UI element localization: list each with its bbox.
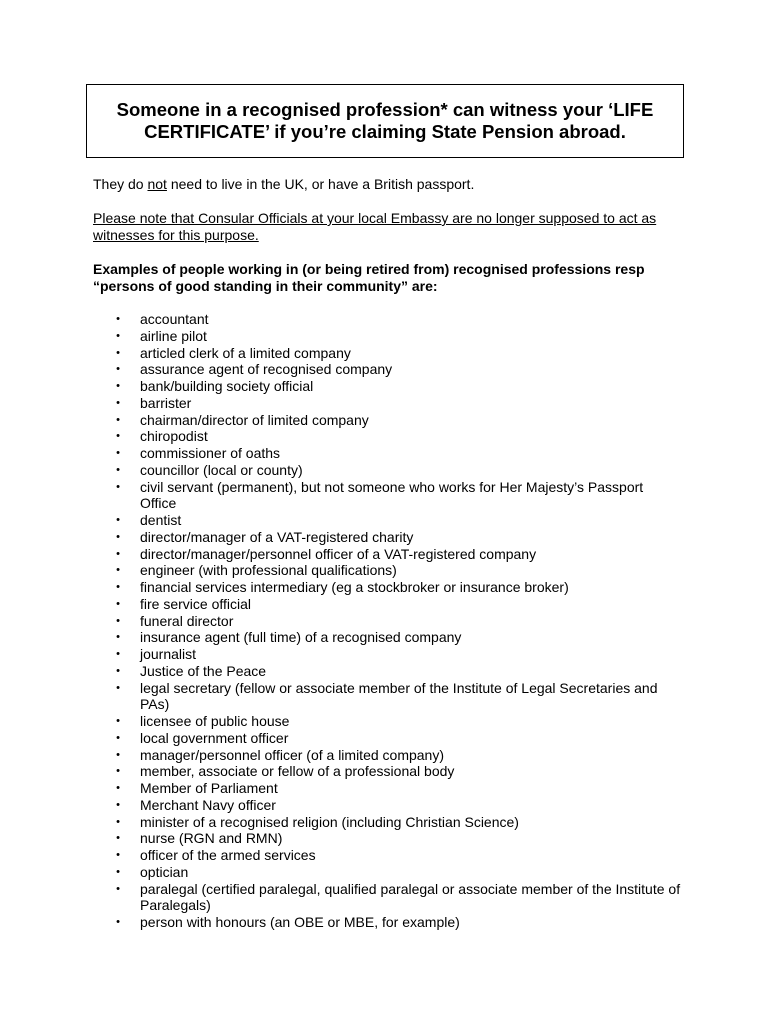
list-item [112, 797, 682, 814]
list-item-text: legal secretary (fellow or associate member of the Institute of Legal Secretaries and PAs) [140, 679, 658, 713]
list-item-text: bank/building society official [140, 378, 314, 394]
bullet-icon: • [116, 882, 120, 895]
bullet-icon: • [116, 530, 120, 543]
list-item-text: accountant [140, 311, 209, 327]
list-item-text: Member of Parliament [140, 780, 278, 796]
list-item-text: officer of the armed services [140, 847, 316, 863]
bullet-icon: • [116, 380, 120, 392]
bullet-icon: • [116, 514, 120, 526]
list-item [112, 462, 682, 479]
list-item-text: financial services intermediary (eg a stockbroker or insurance broker) [140, 579, 569, 595]
list-item-text: local government officer [140, 729, 289, 746]
bullet-icon: • [116, 631, 120, 644]
list-item-text: optician [140, 863, 189, 880]
list-item [112, 596, 682, 613]
list-item-text: dentist [140, 512, 182, 528]
bullet-icon: • [116, 681, 120, 694]
list-item [112, 445, 682, 462]
list-item [112, 730, 682, 747]
list-item [112, 830, 682, 847]
list-item [112, 479, 682, 513]
bullet-icon: • [116, 865, 120, 878]
bullet-icon: • [116, 664, 120, 677]
list-item [112, 529, 682, 546]
list-item [112, 613, 682, 630]
list-item-text: barrister [140, 394, 192, 411]
bullet-icon: • [116, 731, 120, 744]
bullet-icon: • [116, 597, 120, 610]
list-item-text: Justice of the Peace [140, 662, 267, 679]
list-item [112, 646, 682, 663]
list-item-text: Merchant Navy officer [140, 796, 276, 813]
bullet-icon: • [116, 648, 120, 660]
bullet-icon: • [116, 581, 120, 593]
list-item [112, 345, 682, 362]
bullet-icon: • [116, 564, 120, 577]
list-item-text: person with honours (an OBE or MBE, for example) [140, 914, 460, 930]
examples-heading: Examples of people working in (or being retired from) recognised professions resp “persons of good standing in their community” are: [93, 261, 645, 294]
intro-text-after: need to live in the UK, or have a British passport. [166, 176, 475, 192]
list-item [112, 378, 682, 395]
list-item [112, 747, 682, 764]
list-item-text: commissioner of oaths [140, 445, 281, 461]
bullet-icon: • [116, 430, 120, 443]
bullet-icon: • [116, 329, 120, 342]
bullet-icon: • [116, 715, 120, 727]
intro-paragraph [93, 176, 693, 193]
list-item [112, 546, 682, 563]
bullet-icon: • [116, 480, 120, 493]
list-item [112, 412, 682, 429]
bullet-icon: • [116, 313, 120, 325]
list-item-text: engineer (with professional qualifications) [140, 562, 397, 579]
bullet-icon: • [116, 547, 120, 560]
bullet-icon: • [116, 396, 120, 409]
bullet-icon: • [116, 413, 120, 426]
list-item [112, 579, 682, 596]
list-item-text: minister of a recognised religion (including Christian Science) [140, 813, 519, 830]
bullet-icon: • [116, 849, 120, 861]
list-item [112, 881, 682, 915]
list-item [112, 763, 682, 780]
list-item [112, 780, 682, 797]
list-item [112, 395, 682, 412]
bullet-icon: • [116, 447, 120, 459]
list-item-text: chiropodist [140, 428, 208, 445]
list-item-text: articled clerk of a limited company [140, 344, 351, 361]
list-item [112, 663, 682, 680]
document-title: Someone in a recognised profession* can witness your ‘LIFE CERTIFICATE’ if you’re claiming State Pension abroad. [116, 99, 654, 142]
list-item [112, 713, 682, 730]
bullet-icon: • [116, 765, 120, 778]
list-item [112, 847, 682, 864]
list-item-text: journalist [140, 646, 197, 662]
list-item [112, 562, 682, 579]
list-item [112, 680, 682, 714]
list-item [112, 629, 682, 646]
bullet-icon: • [116, 815, 120, 828]
list-item-text: director/manager of a VAT-registered charity [140, 528, 414, 545]
list-item-text: airline pilot [140, 327, 207, 344]
consular-note: Please note that Consular Officials at your local Embassy are no longer supposed to act as witnesses for this purpose. [93, 210, 657, 243]
list-item-text: insurance agent (full time) of a recognised company [140, 629, 462, 646]
bullet-icon: • [116, 614, 120, 627]
list-item [112, 814, 682, 831]
intro-underlined-word: not [147, 176, 167, 192]
bullet-icon: • [116, 798, 120, 811]
list-item [112, 328, 682, 345]
list-item-text: member, associate or fellow of a professional body [140, 763, 455, 780]
intro-text-before: They do [93, 176, 148, 192]
list-item-text: director/manager/personnel officer of a VAT-registered company [140, 545, 537, 562]
list-item-text: councillor (local or county) [140, 461, 303, 478]
list-item-text: assurance agent of recognised company [140, 361, 393, 378]
list-item-text: nurse (RGN and RMN) [140, 830, 283, 847]
list-item-text: licensee of public house [140, 713, 290, 729]
list-item-text: manager/personnel officer (of a limited company) [140, 746, 445, 763]
list-item [112, 914, 682, 931]
bullet-icon: • [116, 363, 120, 376]
list-item [112, 361, 682, 378]
list-item-text: chairman/director of limited company [140, 411, 369, 428]
list-item [112, 311, 682, 328]
list-item-text: funeral director [140, 612, 234, 629]
bullet-icon: • [116, 916, 120, 928]
bullet-icon: • [116, 832, 120, 845]
list-item-text: paralegal (certified paralegal, qualified paralegal or associate member of the Institute of Paralegals) [140, 880, 681, 914]
list-item [112, 864, 682, 881]
list-item-text: fire service official [140, 595, 252, 612]
list-item [112, 428, 682, 445]
title-box [86, 84, 684, 158]
bullet-icon: • [116, 748, 120, 761]
list-item [112, 512, 682, 529]
bullet-icon: • [116, 782, 120, 794]
list-item-text: civil servant (permanent), but not someone who works for Her Majesty’s Passport Office [140, 478, 644, 512]
bullet-icon: • [116, 346, 120, 359]
profession-list [112, 311, 682, 931]
bullet-icon: • [116, 463, 120, 476]
